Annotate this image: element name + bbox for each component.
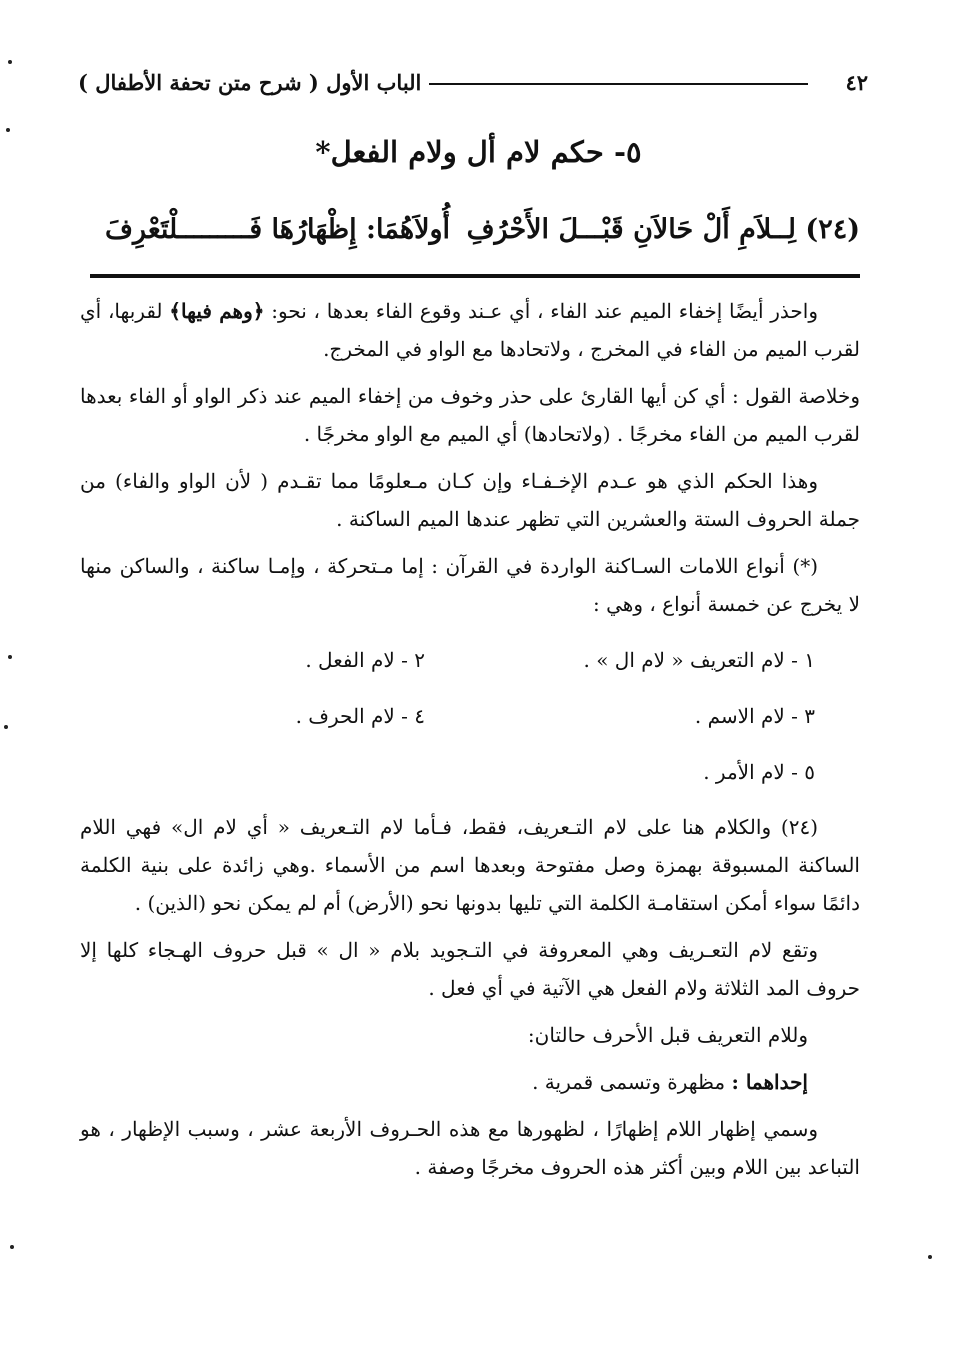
list-row xyxy=(80,744,860,800)
paragraph-text: واحذر أيضًا إخفاء الميم عند الفاء ، أي عـند وقوع الفاء بعدها ، نحو: xyxy=(271,299,819,323)
verse-first-hemistich: لِــلاَمِ أَلْ حَالاَنِ قَبْـــلَ الأَحْرُفِ xyxy=(466,213,797,245)
paragraph: وهذا الحكم الذي هو عـدم الإخـفـاء وإن كـان مـعلومًا مما تقـدم ( لأن الواو والفاء) من جملة الحروف الستة والعشرين التي تظهر عندها الميم الساكنة . xyxy=(80,469,860,531)
verse-second-hemistich: أُولاَهُمَا: إِظْهَارُهَا فَـــــــــلْتَعْرِفَ xyxy=(105,213,451,245)
paragraph xyxy=(80,292,860,368)
case-text: مظهرة وتسمى قمرية . xyxy=(532,1070,726,1094)
paragraph-text: لقربها، أي لقرب الميم من الفاء في المخرج ، ولاتحادها مع الواو في المخرج. xyxy=(80,299,860,361)
paragraph: وللام التعريف قبل الأحرف حالتان: xyxy=(527,1023,808,1047)
page-number: ٤٢ xyxy=(845,69,868,95)
case-label: إحداهما : xyxy=(731,1070,808,1094)
scan-speck xyxy=(6,128,10,132)
scan-speck xyxy=(928,1255,932,1259)
paragraph: (٢٤) والكلام هنا على لام التـعريف، فقط، فـأما لام التـعريف « أي لام ال» فهي اللام الساكنة المسبوقة بهمزة وصل مفتوحة وبعدها اسم من الأسماء .وهي زائدة على بنية الكلمة دائمًا سواء أمكن استقامـة الكلمة التي تليها بدونها نحو (الأرض) أم لم يمكن نحو (الذين) . xyxy=(80,815,860,915)
section-title: ٥- حكم لام أل ولام الفعل* xyxy=(315,135,642,169)
list-item: ٥ - لام الأمر . xyxy=(703,760,815,784)
list-item: ١ - لام التعريف « لام ال » . xyxy=(583,648,815,672)
list-row xyxy=(80,632,860,688)
body-text xyxy=(80,292,860,1195)
running-header xyxy=(78,62,868,102)
verse-number: (٢٤) xyxy=(805,213,860,245)
quran-quote: ﴿وهم فيها﴾ xyxy=(169,299,265,323)
scan-speck xyxy=(8,655,12,659)
header-title: الباب الأول ( شرح متن تحفة الأطفال ) xyxy=(78,69,422,95)
header-rule xyxy=(429,83,808,85)
section-divider xyxy=(90,274,860,278)
paragraph xyxy=(80,1063,860,1101)
paragraph: وسمي إظهار اللام إظهارًا ، لظهورها مع هذه الحـروف الأربعة عشر ، وسبب الإظهار ، هو التباعد بين اللام وبين أكثر هذه الحروف مخرجًا وصفة . xyxy=(80,1117,860,1179)
list-item: ٣ - لام الاسم . xyxy=(694,704,815,728)
paragraph: وخلاصة القول : أي كن أيها القارئ على حذر وخوف من إخفاء الميم عند ذكر الواو أو الفاء بعدها لقرب الميم من الفاء مخرجًا . (ولاتحادها) أي الميم مع الواو مخرجًا . xyxy=(80,384,860,446)
lam-types-list xyxy=(80,632,860,800)
list-row xyxy=(80,688,860,744)
scan-speck xyxy=(8,60,12,64)
footnote-paragraph: (*) أنواع اللامات السـاكنة الواردة في القرآن : إما مـتحركة ، وإمـا ساكنة ، والساكن منها لا يخرج عن خمسة أنواع ، وهي : xyxy=(80,554,860,616)
list-item: ٤ - لام الحرف . xyxy=(295,704,425,728)
scan-speck xyxy=(10,1245,14,1249)
verse-first-half xyxy=(467,214,860,245)
verse-line xyxy=(105,204,860,254)
scan-speck xyxy=(4,725,8,729)
paragraph: وتقع لام التعـريف وهي المعروفة في التـجويد بلام « ال » قبل حروف الهـجاء كلها إلا حروف المد الثلاثة ولام الفعل هي الآتية في أي فعل . xyxy=(80,938,860,1000)
list-item: ٢ - لام الفعل . xyxy=(305,648,425,672)
